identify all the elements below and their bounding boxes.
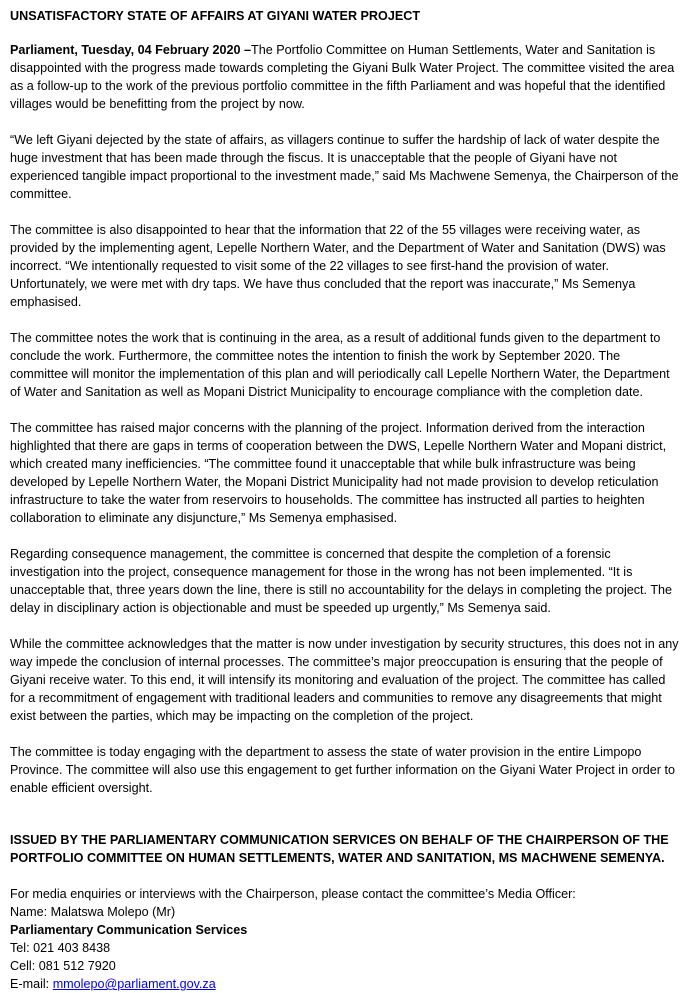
lead-text: The Portfolio Committee on Human Settlements, Water and Sanitation is disappointed with the progress made towards completing the Giyani Bulk Water Project. The committee visited the area as a follow-up to the work of the previous portfolio committee in the fifth Parliament and was hopeful that the identified villages would be benefitting from the project by now.: [10, 43, 675, 111]
contact-intro: For media enquiries or interviews with the Chairperson, please contact the committee’s Media Officer:: [10, 887, 576, 901]
body-paragraph: The committee notes the work that is continuing in the area, as a result of additional funds given to the department to conclude the work. Furthermore, the committee notes the intention to finish the work by September 2020. The committee will monitor the implementation of this plan and will periodically call Lepelle Northern Water, the Department of Water and Sanitation as well as Mopani District Municipality to encourage compliance with the completion date.: [10, 331, 670, 399]
email-link[interactable]: mmolepo@parliament.gov.za: [52, 977, 216, 991]
body-paragraph: The committee is also disappointed to hear that the information that 22 of the 55 villages were receiving water, as provided by the implementing agent, Lepelle Northern Water, and the Department of Water and Sanitation (DWS) was incorrect. “We intentionally requested to visit some of the 22 villages to see first-hand the provision of water. Unfortunately, we were met with dry taps. We have thus concluded that the report was inaccurate,” Ms Semenya emphasised.: [10, 223, 666, 309]
body-paragraph: While the committee acknowledges that the matter is now under investigation by security structures, this does not in any way impede the conclusion of internal processes. The committee’s major preoccupation is ensuring that the people of Giyani receive water. To this end, it will intensify its monitoring and evaluation of the project. The committee has called for a recommitment of engagement with traditional leaders and communities to remove any disagreements that might exist between the parties, which may be impacting on the completion of the project.: [10, 637, 679, 723]
body-paragraph: The committee has raised major concerns with the planning of the project. Information derived from the interaction highlighted that there are gaps in terms of cooperation between the DWS, Lepelle Northern Water and Mopani district, which created many inefficiencies. “The committee found it unacceptable that while bulk infrastructure was being developed by Lepelle Northern Water, the Mopani District Municipality had not made provision to develop reticulation infrastructure to take the water from reservoirs to households. The committee has instructed all parties to heighten collaboration to eliminate any disjuncture,” Ms Semenya emphasised.: [10, 421, 667, 525]
body-paragraph: The committee is today engaging with the department to assess the state of water provision in the entire Limpopo Province. The committee will also use this engagement to get further information on the Giyani Water Project in order to enable efficient oversight.: [10, 745, 675, 795]
email-label: E-mail:: [10, 977, 53, 991]
dateline: Parliament, Tuesday, 04 February 2020 –: [10, 43, 252, 57]
contact-name: Name: Malatswa Molepo (Mr): [10, 905, 176, 919]
body-paragraph: “We left Giyani dejected by the state of affairs, as villagers continue to suffer the hardship of lack of water despite the huge investment that has been made through the fiscus. It is unacceptable that the people of Giyani have not experienced tangible impact proportional to the investment made,” said Ms Machwene Semenya, the Chairperson of the committee.: [10, 133, 679, 201]
contact-block: [10, 885, 679, 993]
contact-organisation: Parliamentary Communication Services: [10, 923, 248, 937]
body-paragraph: Regarding consequence management, the committee is concerned that despite the completion of a forensic investigation into the project, consequence management for those in the wrong has not been implemented. “It is unacceptable that, three years down the line, there is still no accountability for the delays in completing the project. The delay in disciplinary action is objectionable and must be speeded up urgently,” Ms Semenya said.: [10, 547, 673, 615]
issued-by-statement: ISSUED BY THE PARLIAMENTARY COMMUNICATION SERVICES ON BEHALF OF THE CHAIRPERSON OF THE PORTFOLIO COMMITTEE ON HUMAN SETTLEMENTS, WATER AND SANITATION, MS MACHWENE SEMENYA.: [10, 833, 669, 865]
contact-cell: Cell: 081 512 7920: [10, 959, 116, 973]
contact-tel: Tel: 021 403 8438: [10, 941, 111, 955]
document-title: UNSATISFACTORY STATE OF AFFAIRS AT GIYANI WATER PROJECT: [10, 9, 421, 23]
lead-paragraph: [10, 41, 679, 113]
contact-email-line: [10, 975, 679, 993]
